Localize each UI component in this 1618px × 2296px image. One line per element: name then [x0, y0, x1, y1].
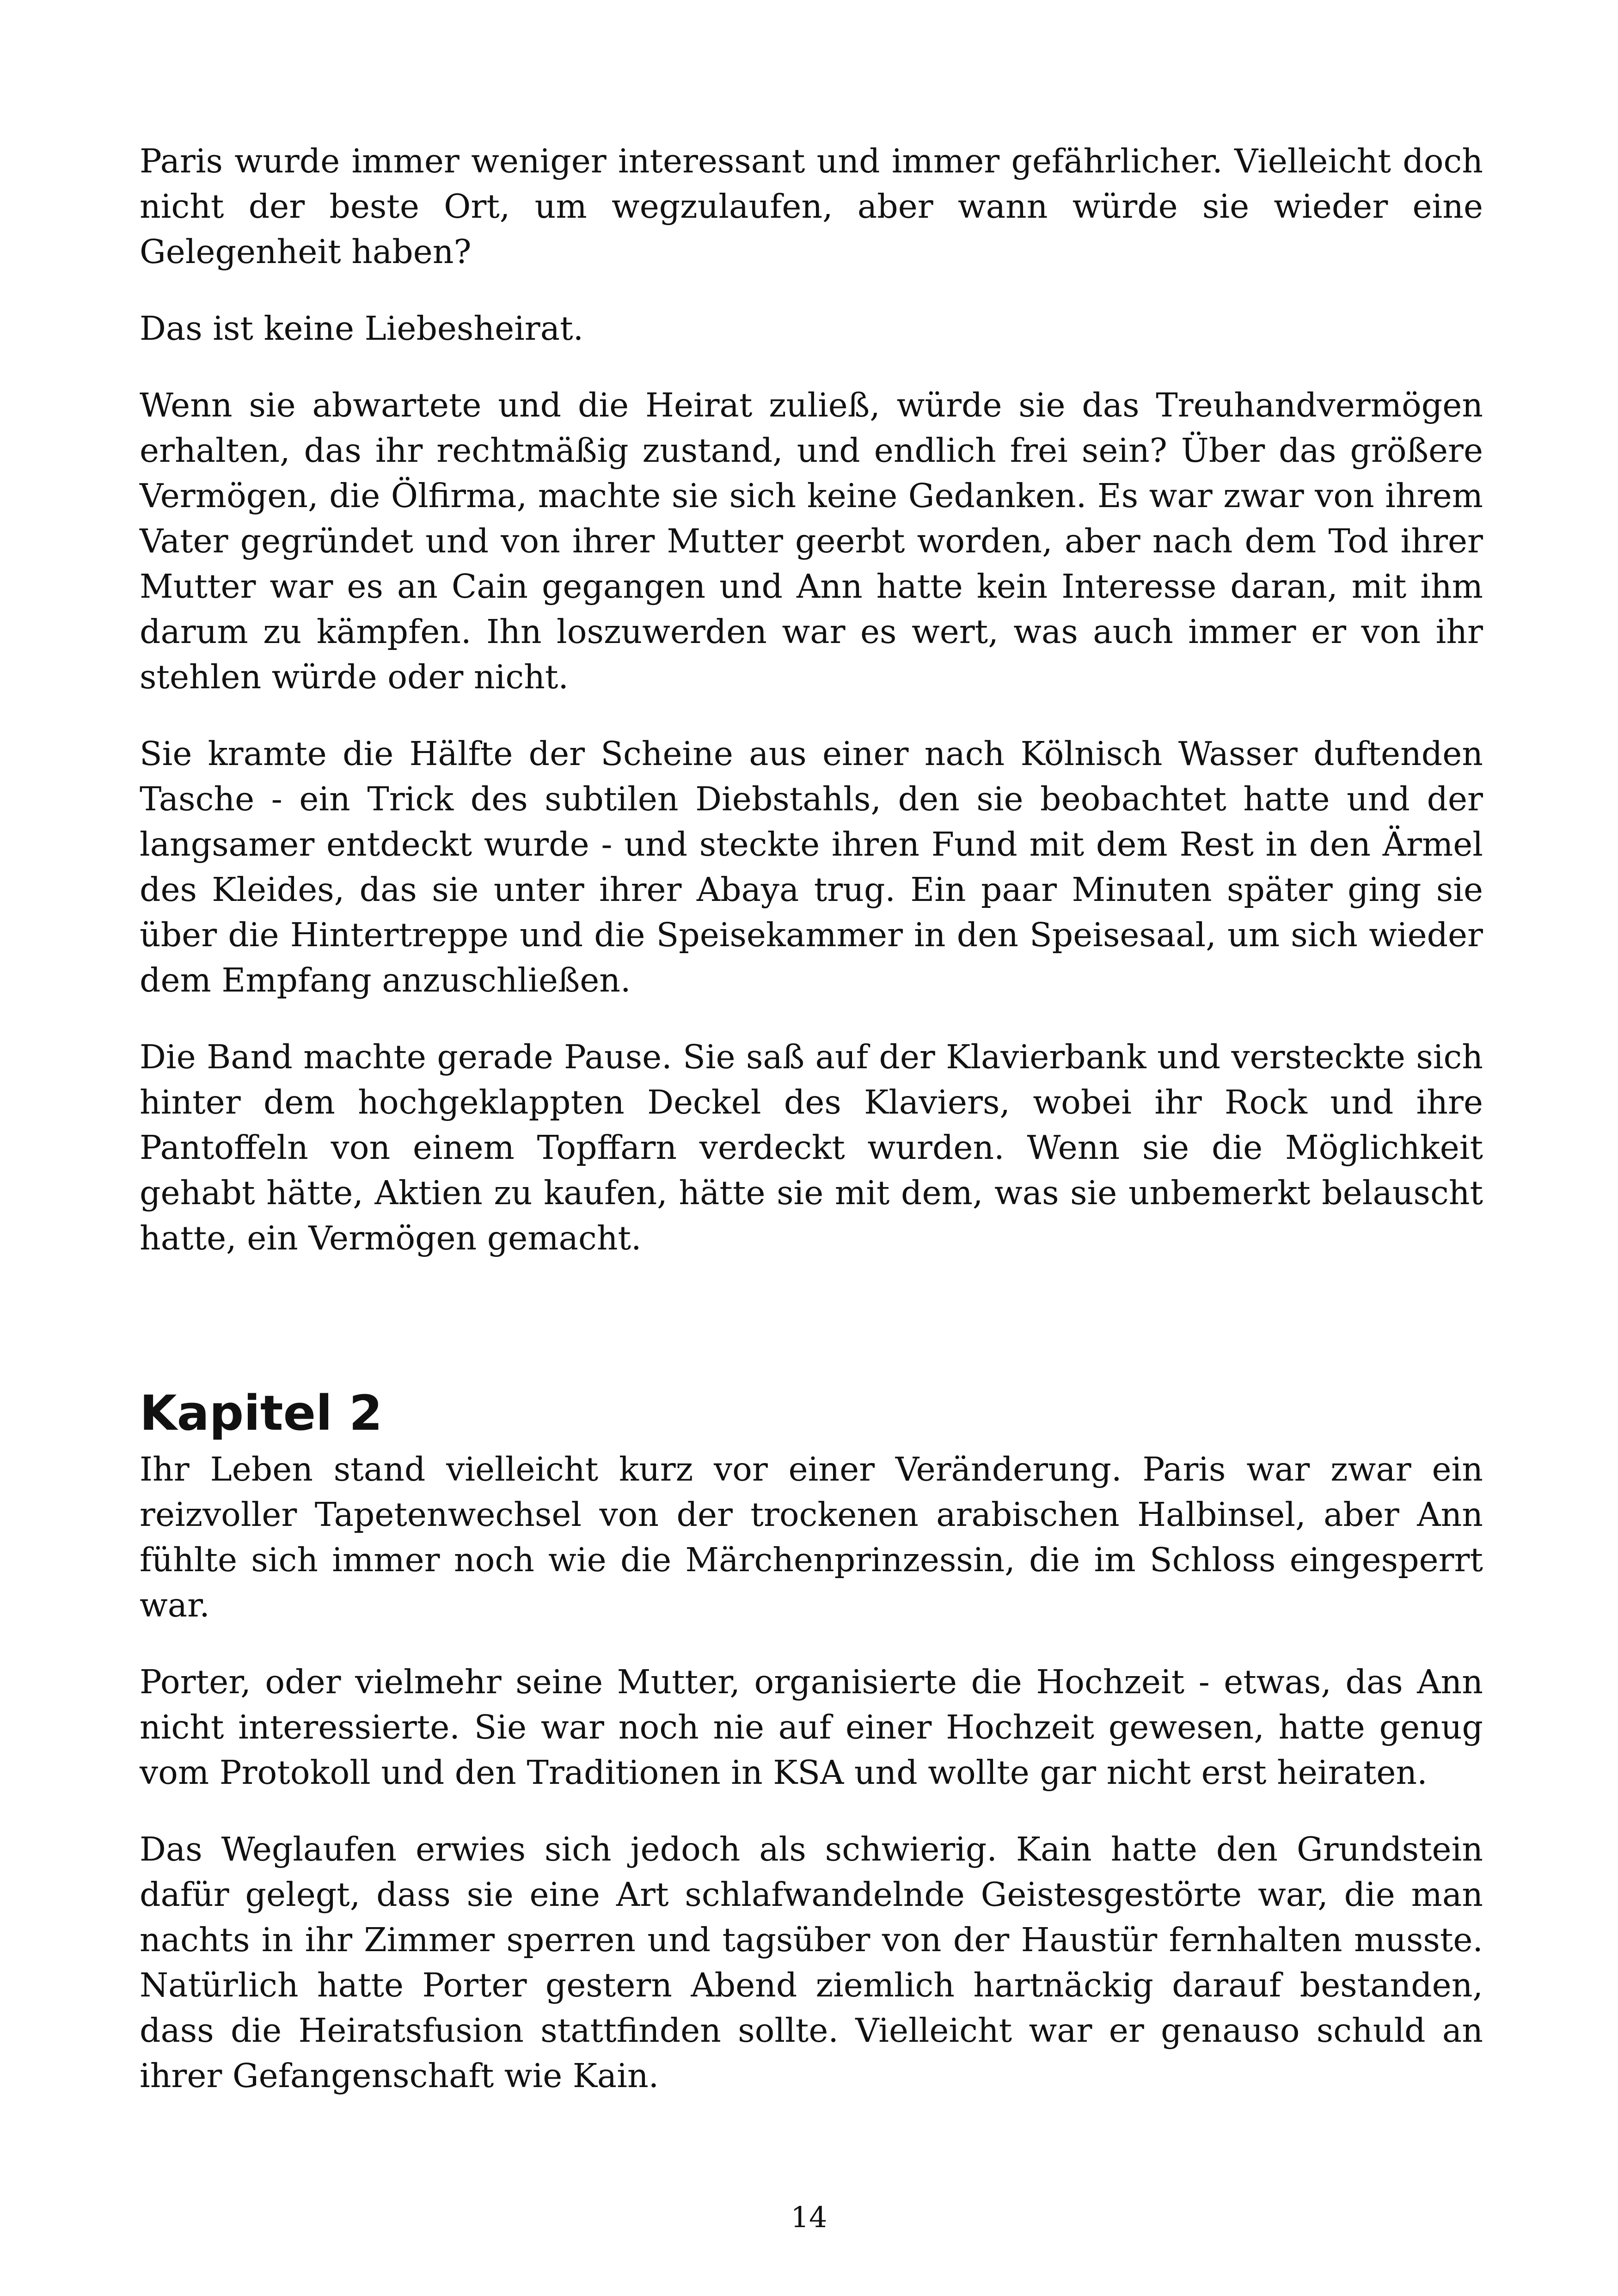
paragraph: Wenn sie abwartete und die Heirat zuließ, würde sie das Treuhandvermögen erhalten, das ihr rechtmäßig zustand, und endlich frei sein? Über das größere Vermögen, die Ölfirma, machte sie sich keine Gedanken. Es war zwar von ihrem Vater gegründet und von ihrer Mutter geerbt worden, aber nach dem Tod ihrer Mutter war es an Cain gegangen und Ann hatte kein Interesse daran, mit ihm darum zu kämpfen. Ihn loszuwerden war es wert, was auch immer er von ihr stehlen würde oder nicht. [140, 386, 1483, 696]
page-number: 14 [791, 2200, 827, 2234]
paragraph: Porter, oder vielmehr seine Mutter, organisierte die Hochzeit - etwas, das Ann nicht interessierte. Sie war noch nie auf einer Hochzeit gewesen, hatte genug vom Protokoll und den Traditionen in KSA und wollte gar nicht erst heiraten. [140, 1663, 1483, 1792]
chapter-heading: Kapitel 2 [140, 1385, 383, 1441]
paragraph: Ihr Leben stand vielleicht kurz vor einer Veränderung. Paris war zwar ein reizvoller Tapetenwechsel von der trockenen arabischen Halbinsel, aber Ann fühlte sich immer noch wie die Märchenprinzessin, die im Schloss eingesperrt war. [140, 1450, 1483, 1624]
paragraph: Das Weglaufen erwies sich jedoch als schwierig. Kain hatte den Grundstein dafür gelegt, dass sie eine Art schlafwandelnde Geistesgestörte war, die man nachts in ihr Zimmer sperren und tagsüber von der Haustür fernhalten musste. Natürlich hatte Porter gestern Abend ziemlich hartnäckig darauf bestanden, dass die Heiratsfusion stattfinden sollte. Vielleicht war er genauso schuld an ihrer Gefangenschaft wie Kain. [140, 1830, 1483, 2095]
body-text [140, 139, 1483, 2130]
paragraph: Die Band machte gerade Pause. Sie saß auf der Klavierbank und versteckte sich hinter dem hochgeklappten Deckel des Klaviers, wobei ihr Rock und ihre Pantoffeln von einem Topffarn verdeckt wurden. Wenn sie die Möglichkeit gehabt hätte, Aktien zu kaufen, hätte sie mit dem, was sie unbemerkt belauscht hatte, ein Vermögen gemacht. [140, 1038, 1483, 1257]
paragraph: Sie kramte die Hälfte der Scheine aus einer nach Kölnisch Wasser duftenden Tasche - ein Trick des subtilen Diebstahls, den sie beobachtet hatte und der langsamer entdeckt wurde - und steckte ihren Fund mit dem Rest in den Ärmel des Kleides, das sie unter ihrer Abaya trug. Ein paar Minuten später ging sie über die Hintertreppe und die Speisekammer in den Speisesaal, um sich wieder dem Empfang anzuschließen. [140, 735, 1483, 999]
paragraph: Paris wurde immer weniger interessant und immer gefährlicher. Vielleicht doch nicht der beste Ort, um wegzulaufen, aber wann würde sie wieder eine Gelegenheit haben? [140, 142, 1483, 271]
paragraph: Das ist keine Liebesheirat. [140, 309, 584, 348]
